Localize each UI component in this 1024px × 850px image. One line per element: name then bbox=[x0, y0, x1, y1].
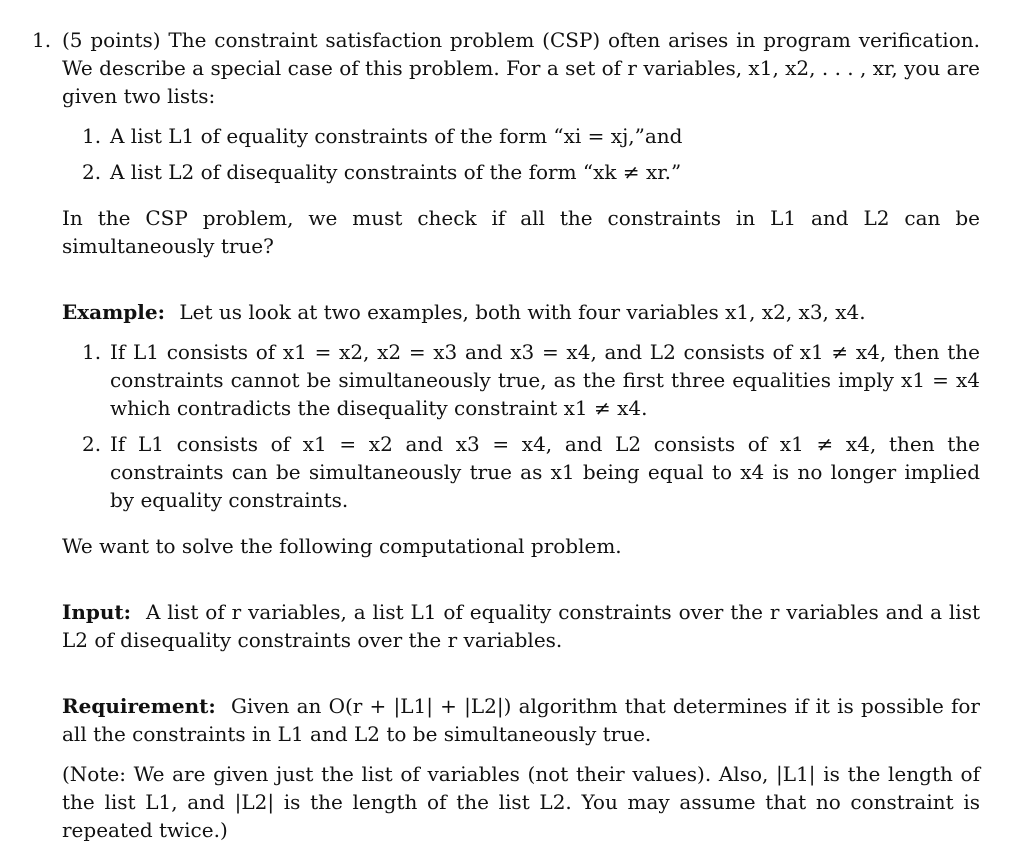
csp-question: In the CSP problem, we must check if all the constraints in L1 and L2 can be simultaneously true? bbox=[62, 206, 980, 258]
note-paragraph: (Note: We are given just the list of variables (not their values). Also, |L1| is the length of the list L1, and |L2| is the length of the list L2. You may assume that no constraint is repeated twice.) bbox=[62, 762, 980, 842]
example-label: Example: bbox=[62, 300, 165, 324]
example-text: Let us look at two examples, both with four variables x1, x2, x3, x4. bbox=[179, 300, 866, 324]
example-list bbox=[62, 338, 980, 514]
problem-intro: (5 points) The constraint satisfaction problem (CSP) often arises in program verification. We describe a special case of this problem. For a set of r variables, x1, x2, . . . , xr, you are given two lists: bbox=[62, 28, 980, 108]
list-item-number: 2. bbox=[82, 432, 102, 456]
input-paragraph bbox=[62, 598, 980, 654]
goal-statement: We want to solve the following computational problem. bbox=[62, 534, 622, 558]
input-text: A list of r variables, a list L1 of equality constraints over the r variables and a list L2 of disequality constraints over the r variables. bbox=[62, 600, 981, 652]
list-item-text: If L1 consists of x1 = x2 and x3 = x4, and L2 consists of x1 ≠ x4, then the constraints can be simultaneously true as x1 being equal to x4 is no longer implied by equality constraints. bbox=[110, 432, 980, 512]
list-item-number: 2. bbox=[82, 160, 102, 184]
input-label: Input: bbox=[62, 600, 132, 624]
list-item-text: A list L2 of disequality constraints of the form “xk ≠ xr.” bbox=[110, 160, 682, 184]
list-item-number: 1. bbox=[82, 124, 102, 148]
list-item-number: 1. bbox=[82, 340, 102, 364]
list-item bbox=[62, 338, 980, 422]
list-item bbox=[62, 430, 980, 514]
constraint-lists bbox=[62, 122, 980, 186]
requirement-text: Given an O(r + |L1| + |L2|) algorithm that determines if it is possible for all the constraints in L1 and L2 to be simultaneously true. bbox=[62, 694, 980, 746]
problem-number: 1. bbox=[32, 28, 52, 52]
requirement-label: Requirement: bbox=[62, 694, 216, 718]
problem-body bbox=[62, 26, 980, 844]
requirement-paragraph bbox=[62, 692, 980, 748]
example-paragraph bbox=[62, 298, 980, 326]
list-item-text: If L1 consists of x1 = x2, x2 = x3 and x3 = x4, and L2 consists of x1 ≠ x4, then the constraints cannot be simultaneously true, as the first three equalities imply x1 = x4 which contradicts the disequality constraint x1 ≠ x4. bbox=[110, 340, 980, 420]
list-item bbox=[62, 158, 980, 186]
list-item bbox=[62, 122, 980, 150]
list-item-text: A list L1 of equality constraints of the form “xi = xj,”and bbox=[110, 124, 683, 148]
